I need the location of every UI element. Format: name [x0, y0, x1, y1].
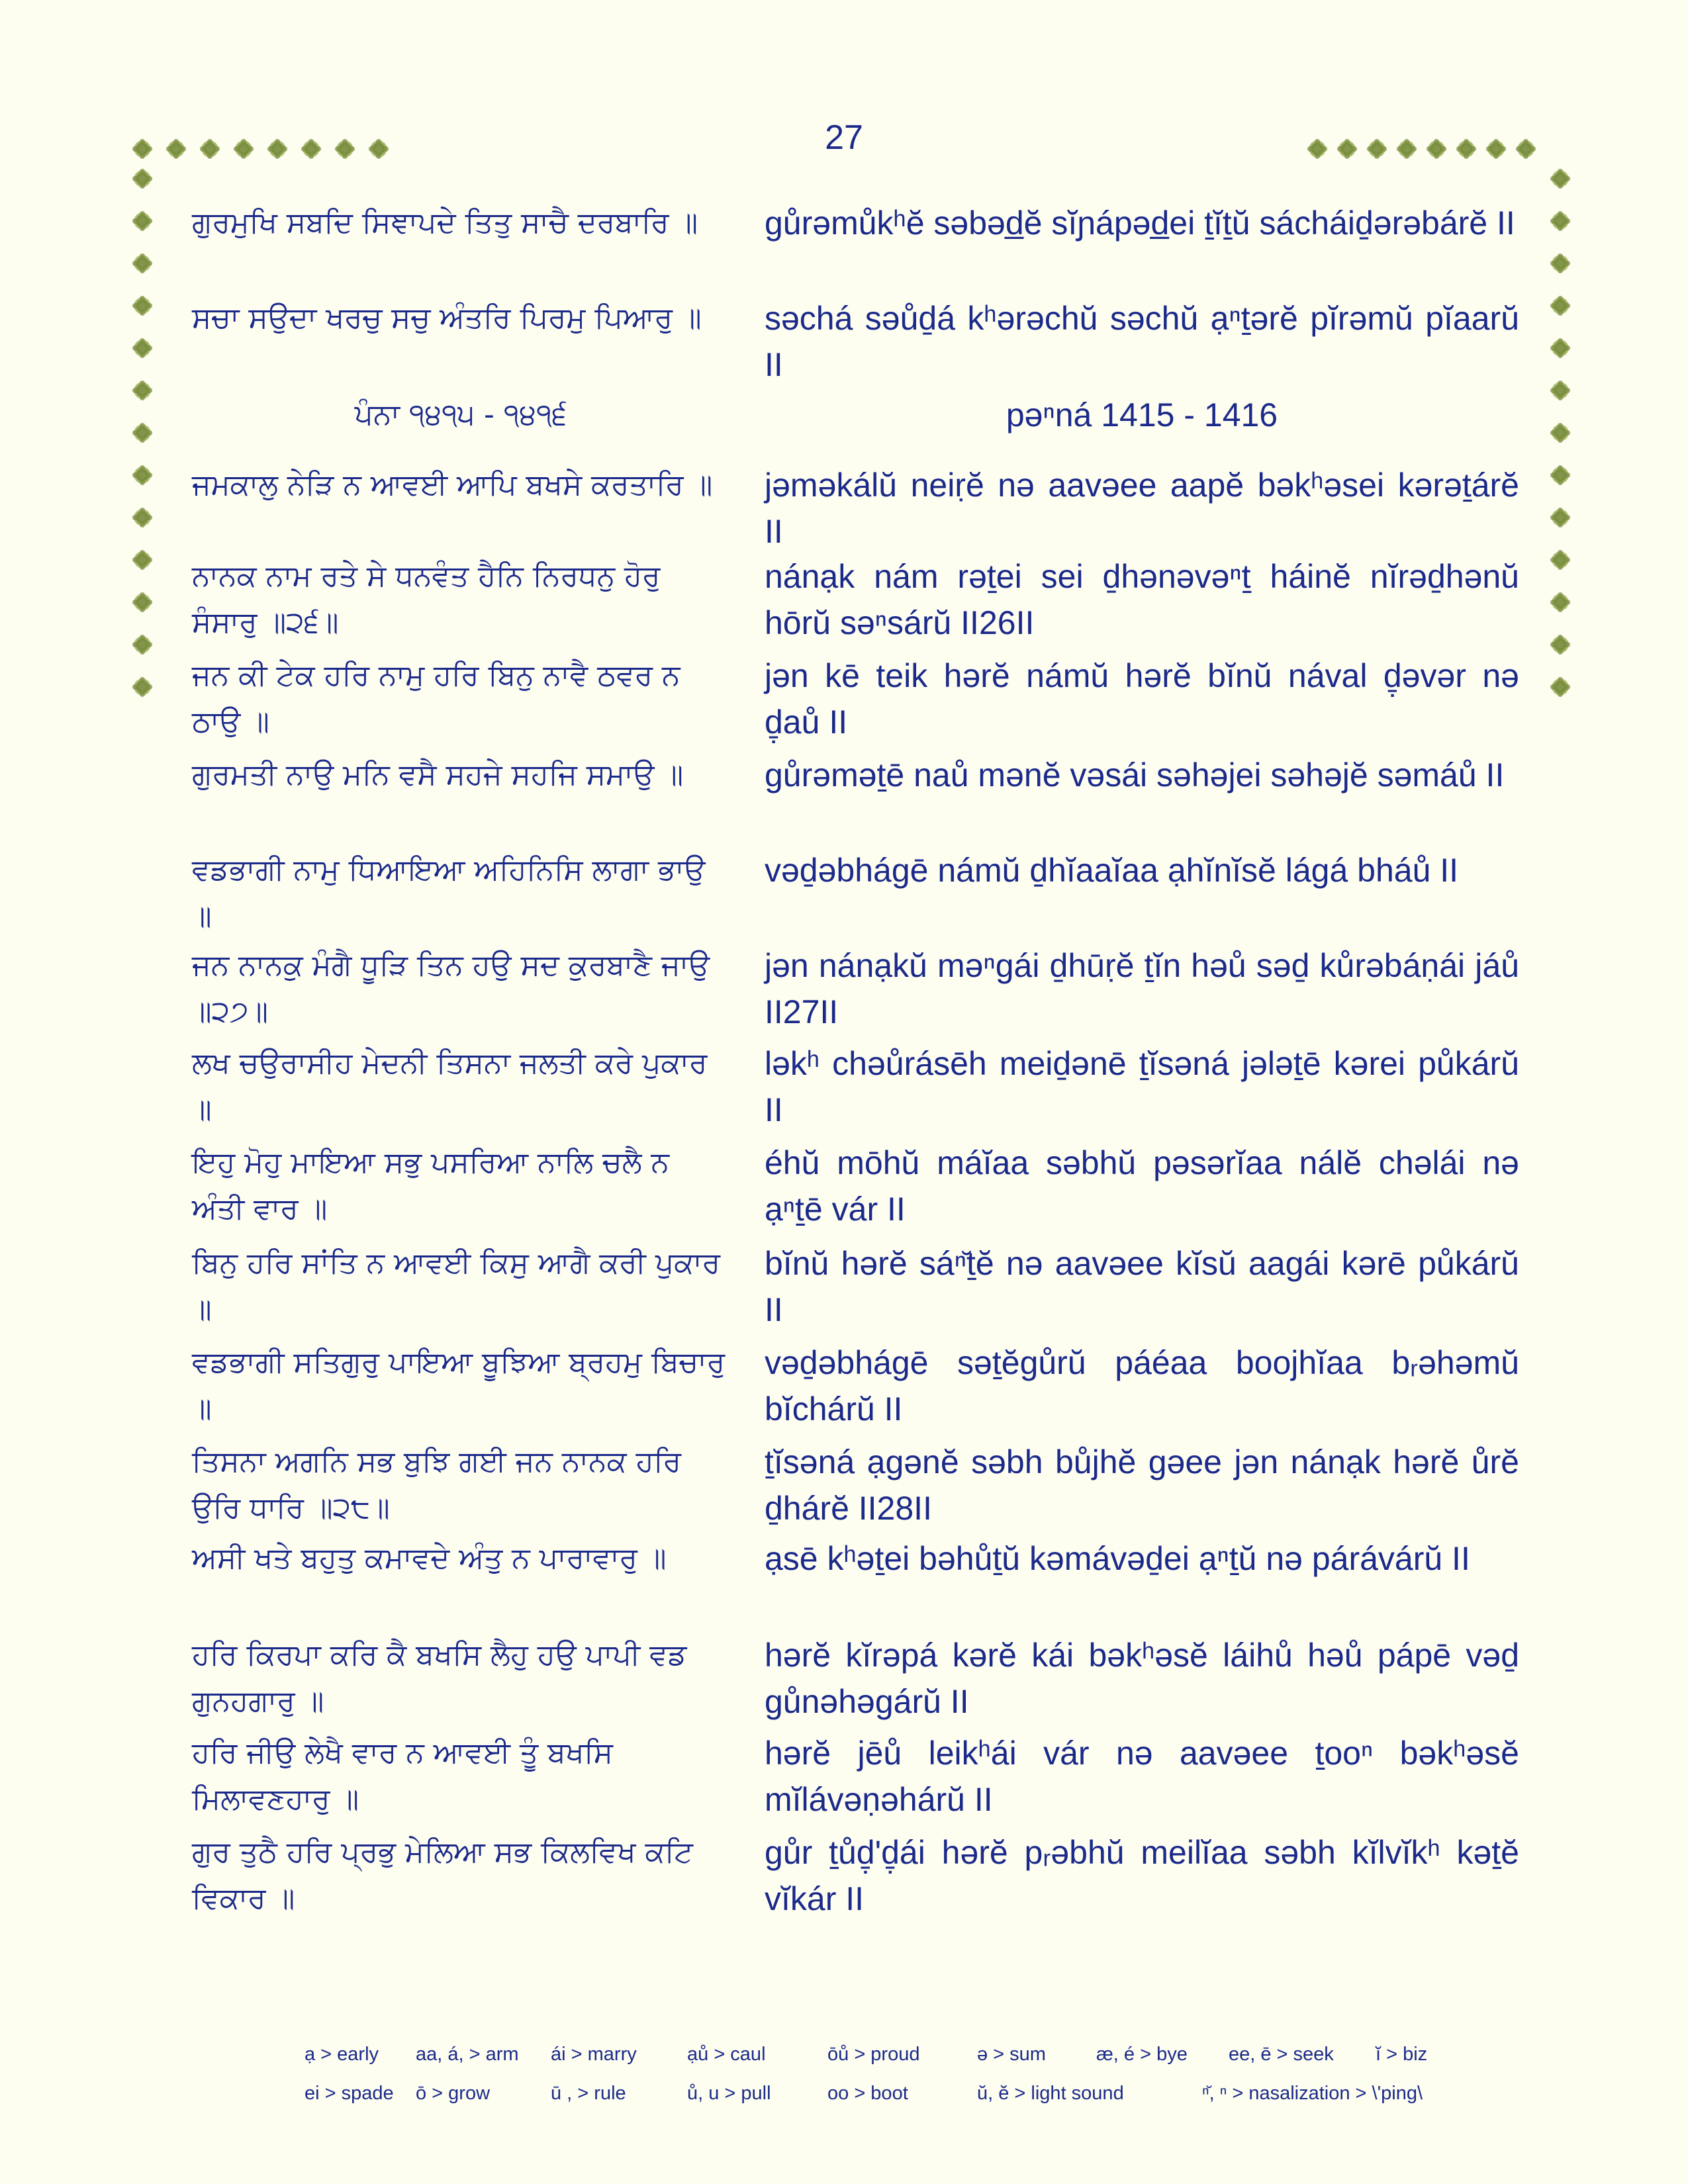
transliteration-line: vəḏəbhágē səṯĕgůrŭ páéaa boojhĭaa bᵣəhəmŭ bĭchárŭ II [765, 1344, 1519, 1428]
key-entry: ĭ > biz [1376, 2044, 1428, 2065]
key-entry: ⁿ̆, ⁿ > nasalization > \'ping\ [1202, 2083, 1423, 2104]
transliteration-line: səchá səůḏá kʰərəchŭ səchŭ ạⁿṯərĕ pĭrəmŭ pĭaarŭ II [765, 300, 1519, 383]
key-entry: aa, á, > arm [416, 2044, 519, 2065]
key-entry: æ, é > bye [1096, 2044, 1188, 2065]
key-entry: ạ > early [305, 2044, 379, 2065]
key-entry: ạů > caul [687, 2044, 766, 2065]
gurmukhi-line: ਜਨ ਨਾਨਕੁ ਮੰਗੈ ਧੂੜਿ ਤਿਨ ਹਉ ਸਦ ਕੁਰਬਾਣੈ ਜਾਉ ॥੨੭॥ [192, 948, 710, 1028]
gurmukhi-line: ਹਰਿ ਜੀਉ ਲੇਖੈ ਵਾਰ ਨ ਆਵਈ ਤੂੰ ਬਖਸਿ ਮਿਲਾਵਣਹਾਰੁ ॥ [192, 1736, 613, 1816]
gurmukhi-line: ਨਾਨਕ ਨਾਮ ਰਤੇ ਸੇ ਧਨਵੰਤ ਹੈਨਿ ਨਿਰਧਨੁ ਹੋਰੁ ਸੰਸਾਰੁ ॥੨੬॥ [192, 559, 661, 639]
key-entry: ŭ, ĕ > light sound [977, 2083, 1124, 2104]
transliteration-line: bĭnŭ hərĕ sáⁿ̆ṯĕ nə aavəee kĭsŭ aagái kərē půkárŭ II [765, 1245, 1519, 1328]
key-entry: ə > sum [977, 2044, 1046, 2065]
page-number: 27 [825, 118, 863, 157]
gurmukhi-line: ਬਿਨੁ ਹਰਿ ਸਾਂਤਿ ਨ ਆਵਈ ਕਿਸੁ ਆਗੈ ਕਰੀ ਪੁਕਾਰ ॥ [192, 1246, 721, 1326]
key-entry: ee, ē > seek [1229, 2044, 1334, 2065]
transliteration-line: ṯĭsəná ạgənĕ səbh bůjhĕ gəee jən nánạk hərĕ ůrĕ ḏhárĕ II28II [765, 1443, 1519, 1527]
transliteration-line: nánạk nám rəṯei sei ḏhənəvəⁿṯ háinĕ nĭrəḏhənŭ hōrŭ səⁿsárŭ II26II [765, 558, 1519, 641]
gurmukhi-line: ਜਮਕਾਲੁ ਨੇੜਿ ਨ ਆਵਈ ਆਪਿ ਬਖਸੇ ਕਰਤਾਰਿ ॥ [192, 468, 713, 502]
gurmukhi-line: ਗੁਰਮੁਖਿ ਸਬਦਿ ਸਿਞਾਪਦੇ ਤਿਤੁ ਸਾਚੈ ਦਰਬਾਰਿ ॥ [192, 206, 698, 240]
gurmukhi-line: ਜਨ ਕੀ ਟੇਕ ਹਰਿ ਨਾਮੁ ਹਰਿ ਬਿਨੁ ਨਾਵੈ ਠਵਰ ਨ ਠਾਉ ॥ [192, 659, 680, 739]
gurmukhi-line: ਗੁਰਮਤੀ ਨਾਉ ਮਨਿ ਵਸੈ ਸਹਜੇ ਸਹਜਿ ਸਮਾਉ ॥ [192, 758, 684, 792]
transliteration-line: vəḏəbhágē námŭ ḏhĭaaĭaa ạhĭnĭsĕ lágá bháů II [765, 852, 1459, 889]
key-entry: ei > spade [305, 2083, 394, 2104]
gurmukhi-line: ਸਚਾ ਸਉਦਾ ਖਰਚੁ ਸਚੁ ਅੰਤਰਿ ਪਿਰਮੁ ਪਿਆਰੁ ॥ [192, 301, 702, 335]
transliteration-line: hərĕ jēů leikʰái vár nə aavəee ṯooⁿ bəkʰəsĕ mĭlávəṇəhárŭ II [765, 1735, 1519, 1818]
transliteration-line: éhŭ mōhŭ máĭaa səbhŭ pəsərĭaa nálĕ chəlái nə ạⁿṯē vár II [765, 1144, 1519, 1228]
transliteration-line: jən nánạkŭ məⁿgái ḏhūṛĕ ṯĭn həů səḏ kůrəbáṇái jáů II27II [765, 947, 1519, 1030]
key-entry: ū , > rule [551, 2083, 626, 2104]
transliteration-line: ạsē kʰəṯei bəhůṯŭ kəmávəḏei ạⁿṯŭ nə párávárŭ II [765, 1540, 1470, 1577]
gurmukhi-line: ਵਡਭਾਗੀ ਨਾਮੁ ਧਿਆਇਆ ਅਹਿਨਿਸਿ ਲਾਗਾ ਭਾਉ ॥ [192, 853, 706, 933]
transliteration-line: gůrəməṯē naů mənĕ vəsái səhəjei səhəjĕ səmáů II [765, 756, 1505, 794]
transliteration-line: ləkʰ chəůrásēh meiḏənē ṯĭsəná jələṯē kərei půkárŭ II [765, 1045, 1519, 1128]
gurmukhi-line: ਲਖ ਚਉਰਾਸੀਹ ਮੇਦਨੀ ਤਿਸਨਾ ਜਲਤੀ ਕਰੇ ਪੁਕਾਰ ॥ [192, 1046, 708, 1126]
transliteration-line: hərĕ kĭrəpá kərĕ kái bəkʰəsĕ láihů həů pápē vəḏ gůnəhəgárŭ II [765, 1637, 1519, 1720]
gurmukhi-line: ਗੁਰ ਤੁਠੈ ਹਰਿ ਪ੍ਰਭੁ ਮੇਲਿਆ ਸਭ ਕਿਲਵਿਖ ਕਟਿ ਵਿਕਾਰ ॥ [192, 1835, 693, 1915]
gurmukhi-line: ਅਸੀ ਖਤੇ ਬਹੁਤੁ ਕਮਾਵਦੇ ਅੰਤੁ ਨ ਪਾਰਾਵਾਰੁ ॥ [192, 1541, 667, 1575]
gurmukhi-line: ਇਹੁ ਮੋਹੁ ਮਾਇਆ ਸਭੁ ਪਸਰਿਆ ਨਾਲਿ ਚਲੈ ਨ ਅੰਤੀ ਵਾਰ ॥ [192, 1146, 669, 1226]
gurmukhi-line: ਤਿਸਨਾ ਅਗਨਿ ਸਭ ਬੁਝਿ ਗਈ ਜਨ ਨਾਨਕ ਹਰਿ ਉਰਿ ਧਾਰਿ ॥੨੮॥ [192, 1445, 682, 1525]
transliteration-line: jən kē teik hərĕ námŭ hərĕ bĭnŭ nával ḏ̣əvər nə ḏ̣aů II [765, 657, 1519, 741]
transliteration-line: gůrəmůkʰĕ səbəd̲ĕ sĭɲápəd̲ei ṯĭṯŭ sácháiḏərəbárĕ II [765, 205, 1515, 242]
key-entry: ōů > proud [827, 2044, 920, 2065]
key-entry: oo > boot [827, 2083, 908, 2104]
pronunciation-key-line-1 [305, 2044, 1427, 2066]
page-range-gurmukhi: ਪੰਨਾ ੧੪੧੫ - ੧੪੧੬ [354, 398, 567, 432]
gurmukhi-line: ਹਰਿ ਕਿਰਪਾ ਕਰਿ ਕੈ ਬਖਸਿ ਲੈਹੁ ਹਉ ਪਾਪੀ ਵਡ ਗੁਨਹਗਾਰੁ ॥ [192, 1638, 687, 1718]
transliteration-line: jəməkálŭ neiṛĕ nə aavəee aapĕ bəkʰəsei kərəṯárĕ II [765, 467, 1519, 550]
gurmukhi-line: ਵਡਭਾਗੀ ਸਤਿਗੁਰੁ ਪਾਇਆ ਬੂਝਿਆ ਬ੍ਰਹਮੁ ਬਿਚਾਰੁ ॥ [192, 1345, 726, 1426]
key-entry: ái > marry [551, 2044, 637, 2065]
page-range-translit: pəⁿná 1415 - 1416 [1006, 396, 1278, 433]
key-entry: ů, u > pull [687, 2083, 771, 2104]
transliteration-line: gůr ṯůḏ̣'ḏ̣ái hərĕ pᵣəbhŭ meilĭaa səbh kĭlvĭkʰ kəṯĕ vĭkár II [765, 1834, 1519, 1917]
pronunciation-key-line-2 [305, 2083, 1423, 2105]
key-entry: ō > grow [416, 2083, 491, 2104]
